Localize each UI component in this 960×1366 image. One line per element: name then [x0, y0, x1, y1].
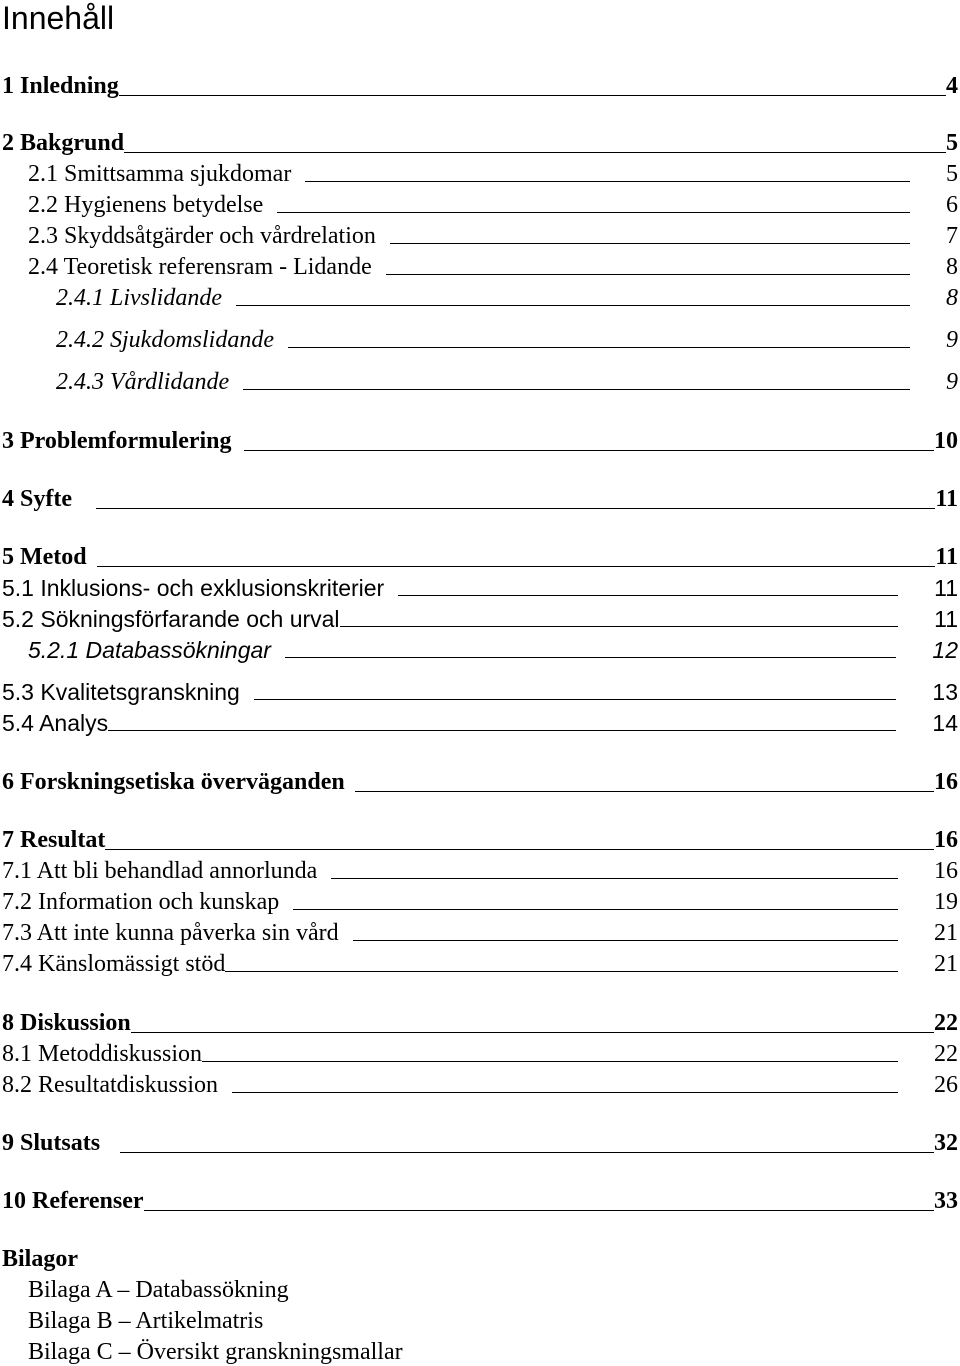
- bilagor-heading: Bilagor: [2, 1246, 78, 1272]
- toc-entry-page: 9: [946, 327, 958, 353]
- toc-entry-page: 16: [934, 827, 958, 853]
- toc-entry-8-2[interactable]: [2, 1071, 958, 1099]
- toc-entry-label: 5.3 Kvalitetsgranskning: [2, 679, 240, 705]
- toc-entry-label: 2.3 Skyddsåtgärder och vårdrelation: [28, 223, 376, 249]
- toc-entry-1[interactable]: [2, 72, 958, 100]
- toc-entry-label: 8.2 Resultatdiskussion: [2, 1072, 219, 1098]
- toc-entry-5[interactable]: [2, 543, 958, 571]
- toc-entry-label: 2 Bakgrund: [2, 130, 125, 156]
- toc-entry-8[interactable]: [2, 1009, 958, 1037]
- toc-entry-label: 9 Slutsats: [2, 1130, 101, 1156]
- toc-entry-page: 21: [934, 920, 958, 946]
- toc-entry-label: 2.1 Smittsamma sjukdomar: [28, 161, 292, 187]
- toc-leader: [244, 450, 934, 451]
- toc-leader: [390, 243, 910, 244]
- toc-leader: [105, 849, 934, 850]
- toc-entry-2-4[interactable]: [28, 253, 958, 281]
- toc-entry-page: 4: [946, 73, 958, 99]
- bilaga-a[interactable]: Bilaga A – Databassökning: [28, 1277, 289, 1303]
- toc-entry-9[interactable]: [2, 1129, 958, 1157]
- toc-leader: [202, 1061, 898, 1062]
- toc-entry-2-2[interactable]: [28, 191, 958, 219]
- toc-entry-page: 11: [935, 544, 958, 570]
- toc-entry-7-4[interactable]: [2, 950, 958, 978]
- bilaga-c[interactable]: Bilaga C – Översikt granskningsmallar: [28, 1339, 403, 1365]
- toc-leader: [144, 1210, 935, 1211]
- toc-entry-label: 2.4.3 Vårdlidande: [56, 369, 230, 395]
- toc-entry-label: 5.2 Sökningsförfarande och urval: [2, 606, 340, 632]
- toc-entry-page: 10: [934, 428, 958, 454]
- toc-entry-2-4-1[interactable]: [56, 284, 958, 312]
- toc-entry-2[interactable]: [2, 129, 958, 157]
- toc-entry-label: 7.4 Känslomässigt stöd: [2, 951, 226, 977]
- toc-entry-page: 5: [946, 130, 958, 156]
- toc-entry-page: 32: [934, 1130, 958, 1156]
- toc-leader: [254, 699, 897, 700]
- toc-entry-page: 8: [946, 254, 958, 280]
- toc-entry-label: 2.4 Teoretisk referensram - Lidande: [28, 254, 372, 280]
- toc-entry-page: 6: [946, 192, 958, 218]
- toc-entry-2-4-3[interactable]: [56, 368, 958, 396]
- toc-leader: [236, 305, 910, 306]
- toc-entry-page: 13: [932, 679, 958, 705]
- toc-leader: [353, 940, 898, 941]
- toc-entry-5-1[interactable]: [2, 574, 958, 602]
- toc-entry-label: 5.1 Inklusions- och exklusionskriterier: [2, 575, 385, 601]
- toc-entry-3[interactable]: [2, 427, 958, 455]
- toc-leader: [96, 508, 935, 509]
- toc-entry-label: 2.4.1 Livslidande: [56, 285, 222, 311]
- toc-leader: [97, 566, 936, 567]
- toc-entry-label: 6 Forskningsetiska överväganden: [2, 769, 345, 795]
- toc-entry-page: 11: [935, 486, 958, 512]
- toc-entry-page: 19: [934, 889, 958, 915]
- toc-entry-page: 33: [934, 1188, 958, 1214]
- toc-entry-page: 26: [934, 1072, 958, 1098]
- toc-leader: [293, 909, 898, 910]
- toc-leader: [386, 274, 910, 275]
- toc-entry-label: 10 Referenser: [2, 1188, 144, 1214]
- toc-leader: [331, 878, 898, 879]
- toc-entry-page: 16: [934, 858, 958, 884]
- toc-leader: [355, 791, 934, 792]
- toc-entry-page: 11: [934, 606, 958, 632]
- toc-title: Innehåll: [2, 0, 115, 36]
- toc-leader: [340, 626, 899, 627]
- toc-leader: [285, 657, 896, 658]
- toc-entry-5-2[interactable]: [2, 605, 958, 633]
- toc-entry-label: 7.2 Information och kunskap: [2, 889, 280, 915]
- toc-entry-label: 7 Resultat: [2, 827, 106, 853]
- toc-entry-label: 5.4 Analys: [2, 710, 109, 736]
- toc-entry-page: 9: [946, 369, 958, 395]
- toc-leader: [305, 181, 910, 182]
- toc-entry-label: 8.1 Metoddiskussion: [2, 1041, 203, 1067]
- toc-entry-label: 2.4.2 Sjukdomslidande: [56, 327, 274, 353]
- toc-leader: [232, 1092, 898, 1093]
- toc-entry-label: 7.1 Att bli behandlad annorlunda: [2, 858, 318, 884]
- toc-entry-page: 11: [934, 575, 958, 601]
- toc-entry-6[interactable]: [2, 768, 958, 796]
- toc-entry-7-2[interactable]: [2, 888, 958, 916]
- toc-leader: [288, 347, 910, 348]
- toc-entry-page: 7: [946, 223, 958, 249]
- toc-entry-5-4[interactable]: [2, 709, 958, 737]
- toc-entry-page: 22: [934, 1041, 958, 1067]
- bilaga-b[interactable]: Bilaga B – Artikelmatris: [28, 1308, 264, 1334]
- toc-leader: [120, 1152, 934, 1153]
- toc-entry-page: 22: [934, 1010, 958, 1036]
- toc-entry-page: 16: [934, 769, 958, 795]
- toc-leader: [225, 971, 898, 972]
- toc-leader: [108, 730, 896, 731]
- toc-leader: [124, 152, 946, 153]
- toc-entry-page: 5: [946, 161, 958, 187]
- toc-entry-2-1[interactable]: [28, 160, 958, 188]
- toc-entry-label: 5 Metod: [2, 544, 87, 570]
- toc-entry-page: 21: [934, 951, 958, 977]
- toc-entry-label: 4 Syfte: [2, 486, 72, 512]
- toc-entry-label: 7.3 Att inte kunna påverka sin vård: [2, 920, 339, 946]
- toc-entry-4[interactable]: [2, 485, 958, 513]
- toc-leader: [243, 389, 910, 390]
- toc-leader: [131, 1032, 934, 1033]
- toc-entry-page: 14: [932, 710, 958, 736]
- toc-entry-7[interactable]: [2, 826, 958, 854]
- toc-entry-5-2-1[interactable]: [28, 636, 958, 664]
- toc-entry-label: 8 Diskussion: [2, 1010, 131, 1036]
- toc-entry-7-1[interactable]: [2, 857, 958, 885]
- toc-entry-label: 5.2.1 Databassökningar: [28, 637, 271, 663]
- toc-entry-2-3[interactable]: [28, 222, 958, 250]
- toc-leader: [119, 95, 946, 96]
- toc-entry-7-3[interactable]: [2, 919, 958, 947]
- toc-entry-label: 1 Inledning: [2, 73, 119, 99]
- toc-leader: [398, 595, 898, 596]
- toc-entry-page: 8: [946, 285, 958, 311]
- toc-entry-label: 3 Problemformulering: [2, 428, 232, 454]
- toc-entry-10[interactable]: [2, 1187, 958, 1215]
- toc-entry-label: 2.2 Hygienens betydelse: [28, 192, 264, 218]
- toc-entry-8-1[interactable]: [2, 1040, 958, 1068]
- toc-entry-2-4-2[interactable]: [56, 326, 958, 354]
- toc-entry-page: 12: [932, 637, 958, 663]
- toc-entry-5-3[interactable]: [2, 678, 958, 706]
- toc-leader: [277, 212, 910, 213]
